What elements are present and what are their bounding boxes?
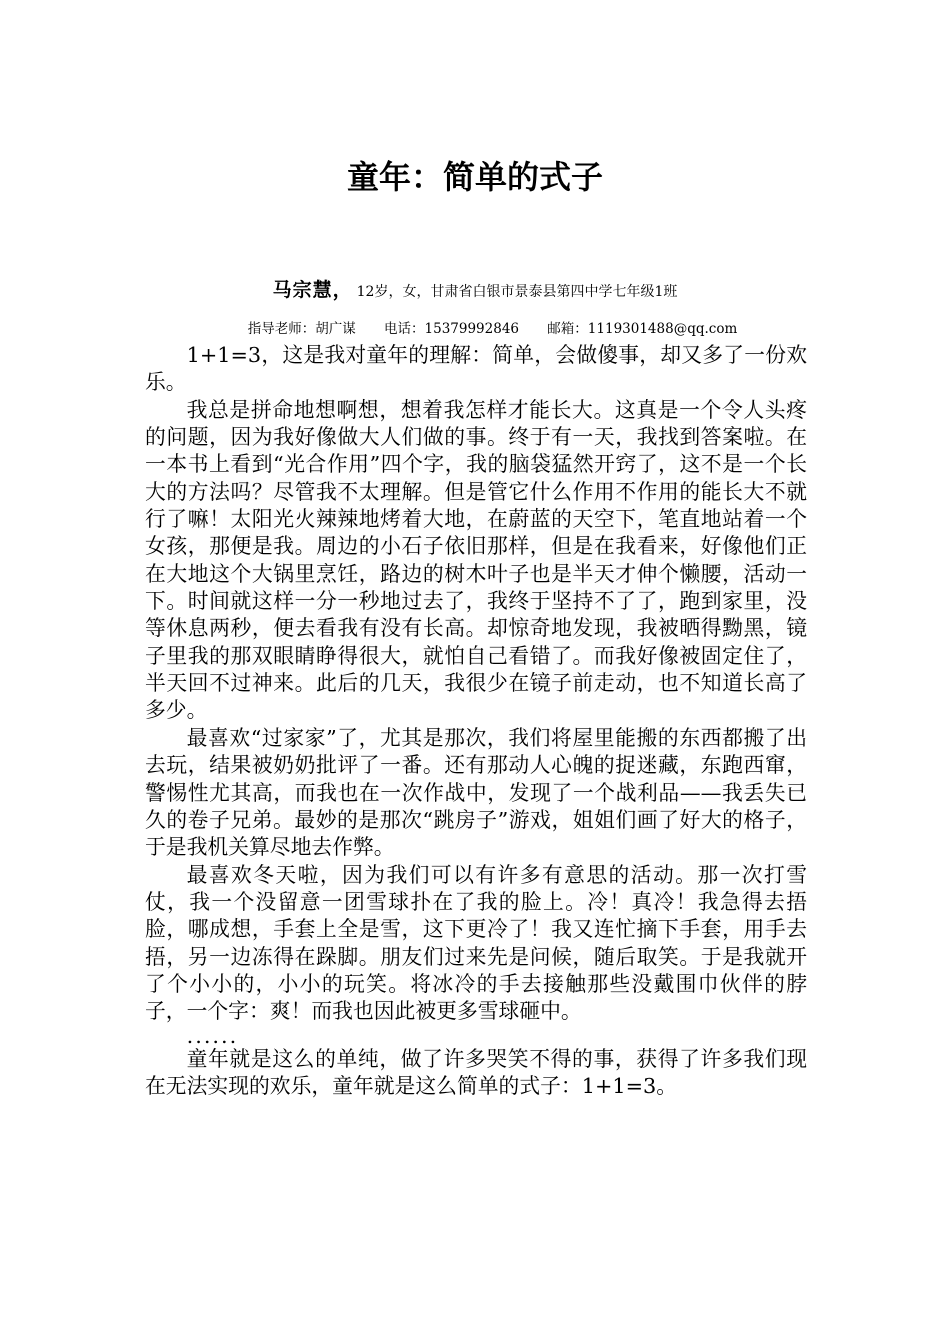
paragraph-ellipsis: ...... xyxy=(186,1023,239,1048)
paragraph-intro: 1+1=3，这是我对童年的理解：简单，会做傻事，却又多了一份欢乐。 xyxy=(145,343,807,395)
author-info: 12岁，女，甘肃省白银市景泰县第四中学七年级1班 xyxy=(356,284,678,300)
article-body xyxy=(145,342,807,1100)
email-address: 邮箱：1119301488@qq.com xyxy=(547,321,738,337)
teacher-name: 指导老师：胡广谋 xyxy=(247,321,356,337)
author-name: 马宗慧， xyxy=(272,279,353,301)
author-line xyxy=(0,278,950,304)
paragraph-conclusion: 童年就是这么的单纯，做了许多哭笑不得的事，获得了许多我们现在无法实现的欢乐，童年就是这么简单的式子：1+1=3。 xyxy=(145,1046,807,1098)
paragraph-winter: 最喜欢冬天啦，因为我们可以有许多有意思的活动。那一次打雪仗，我一个没留意一团雪球扑在了我的脸上。冷！真冷！我急得去捂脸，哪成想，手套上全是雪，这下更冷了！我又连忙摘下手套，用手去捂，另一边冻得在跺脚。朋友们过来先是问候，随后取笑。于是我就开了个小小的，小小的玩笑。将冰冷的手去接触那些没戴围巾伙伴的脖子，一个字：爽！而我也因此被更多雪球砸中。 xyxy=(145,862,807,1024)
paragraph-playing-house: 最喜欢“过家家”了，尤其是那次，我们将屋里能搬的东西都搬了出去玩，结果被奶奶批评了一番。还有那动人心魄的捉迷藏，东跑西窜，警惕性尤其高，而我也在一次作战中，发现了一个战利品——我丢失已久的卷子兄弟。最妙的是那次“跳房子”游戏，姐姐们画了好大的格子，于是我机关算尽地去作弊。 xyxy=(145,725,807,860)
document-title: 童年：简单的式子 xyxy=(346,158,603,196)
paragraph-growing-up: 我总是拼命地想啊想，想着我怎样才能长大。这真是一个令人头疼的问题，因为我好像做大人们做的事。终于有一天，我找到答案啦。在一本书上看到“光合作用”四个字，我的脑袋猛然开窍了，这不是一个长大的方法吗？尽管我不太理解。但是管它什么作用不作用的能长大不就行了嘛！太阳光火辣辣地烤着大地，在蔚蓝的天空下，笔直地站着一个女孩，那便是我。周边的小石子依旧那样，但是在我看来，好像他们正在大地这个大锅里烹饪，路边的树木叶子也是半天才伸个懒腰，活动一下。时间就这样一分一秒地过去了，我终于坚持不了了，跑到家里，没等休息两秒，便去看我有没有长高。却惊奇地发现，我被晒得黝黑，镜子里我的那双眼睛睁得很大，就怕自己看错了。而我好像被固定住了，半天回不过神来。此后的几天，我很少在镜子前走动，也不知道长高了多少。 xyxy=(145,397,807,723)
phone-number: 电话：15379992846 xyxy=(384,321,519,337)
contact-line xyxy=(0,318,950,340)
